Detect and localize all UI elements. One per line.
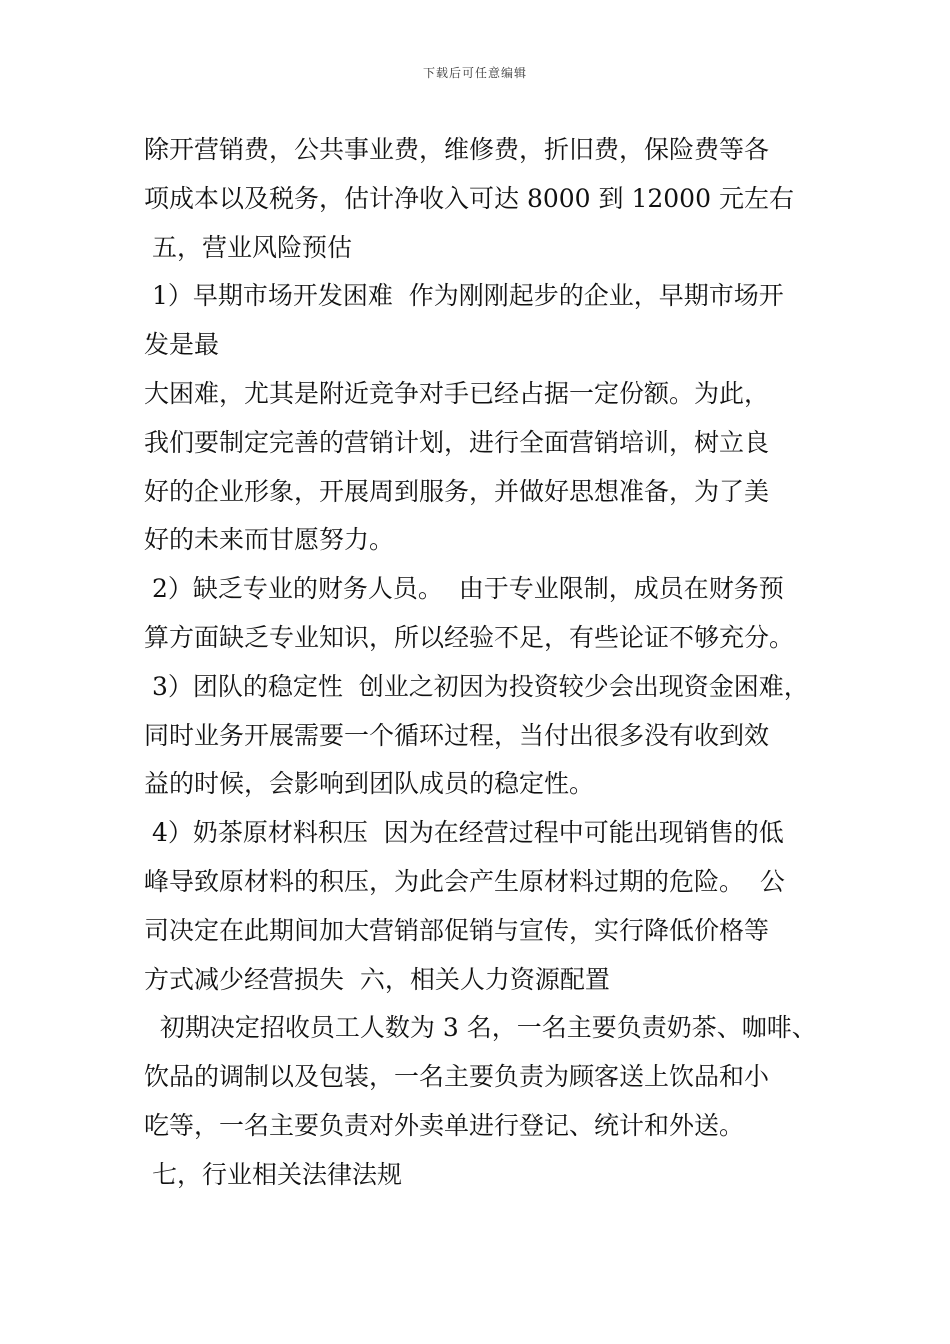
text-line: 除开营销费，公共事业费，维修费，折旧费，保险费等各: [144, 135, 770, 164]
text-line: 我们要制定完善的营销计划，进行全面营销培训，树立良: [144, 427, 770, 457]
text-line: 项成本以及税务，估计净收入可达 8000 到 12000 元左右: [144, 183, 794, 213]
text-line: 2）缺乏专业的财务人员。 由于专业限制，成员在财务预: [144, 574, 784, 604]
text-line: 峰导致原材料的积压，为此会产生原材料过期的危险。 公: [144, 866, 785, 896]
section-heading: 七，行业相关法律法规: [144, 1159, 402, 1189]
text-line: 同时业务开展需要一个循环过程，当付出很多没有收到效: [144, 720, 770, 750]
text-line: 发是最: [144, 330, 220, 360]
text-line: 益的时候，会影响到团队成员的稳定性。: [144, 769, 595, 799]
text-line: 司决定在此期间加大营销部促销与宣传，实行降低价格等: [144, 915, 770, 945]
text-line: 方式减少经营损失 六，相关人力资源配置: [144, 964, 610, 994]
text-line: 1）早期市场开发困难 作为刚刚起步的企业，早期市场开: [144, 281, 784, 311]
text-line: 吃等，一名主要负责对外卖单进行登记、统计和外送。: [144, 1110, 745, 1140]
page-header: 下载后可任意编辑: [422, 66, 527, 80]
text-line: 大困难，尤其是附近竞争对手已经占据一定份额。为此，: [144, 378, 770, 408]
section-heading: 五，营业风险预估: [144, 232, 352, 262]
text-line: 4）奶茶原材料积压 因为在经营过程中可能出现销售的低: [144, 818, 784, 848]
text-line: 好的企业形象，开展周到服务，并做好思想准备，为了美: [144, 476, 770, 506]
text-line: 饮品的调制以及包装，一名主要负责为顾客送上饮品和小: [144, 1062, 770, 1092]
text-line: 好的未来而甘愿努力。: [144, 525, 395, 555]
document-body: [144, 126, 834, 1200]
text-line: 初期决定招收员工人数为 3 名，一名主要负责奶茶、咖啡、: [144, 1013, 817, 1043]
text-line: 3）团队的稳定性 创业之初因为投资较少会出现资金困难，: [144, 671, 809, 701]
text-line: 算方面缺乏专业知识，所以经验不足，有些论证不够充分。: [144, 622, 795, 652]
